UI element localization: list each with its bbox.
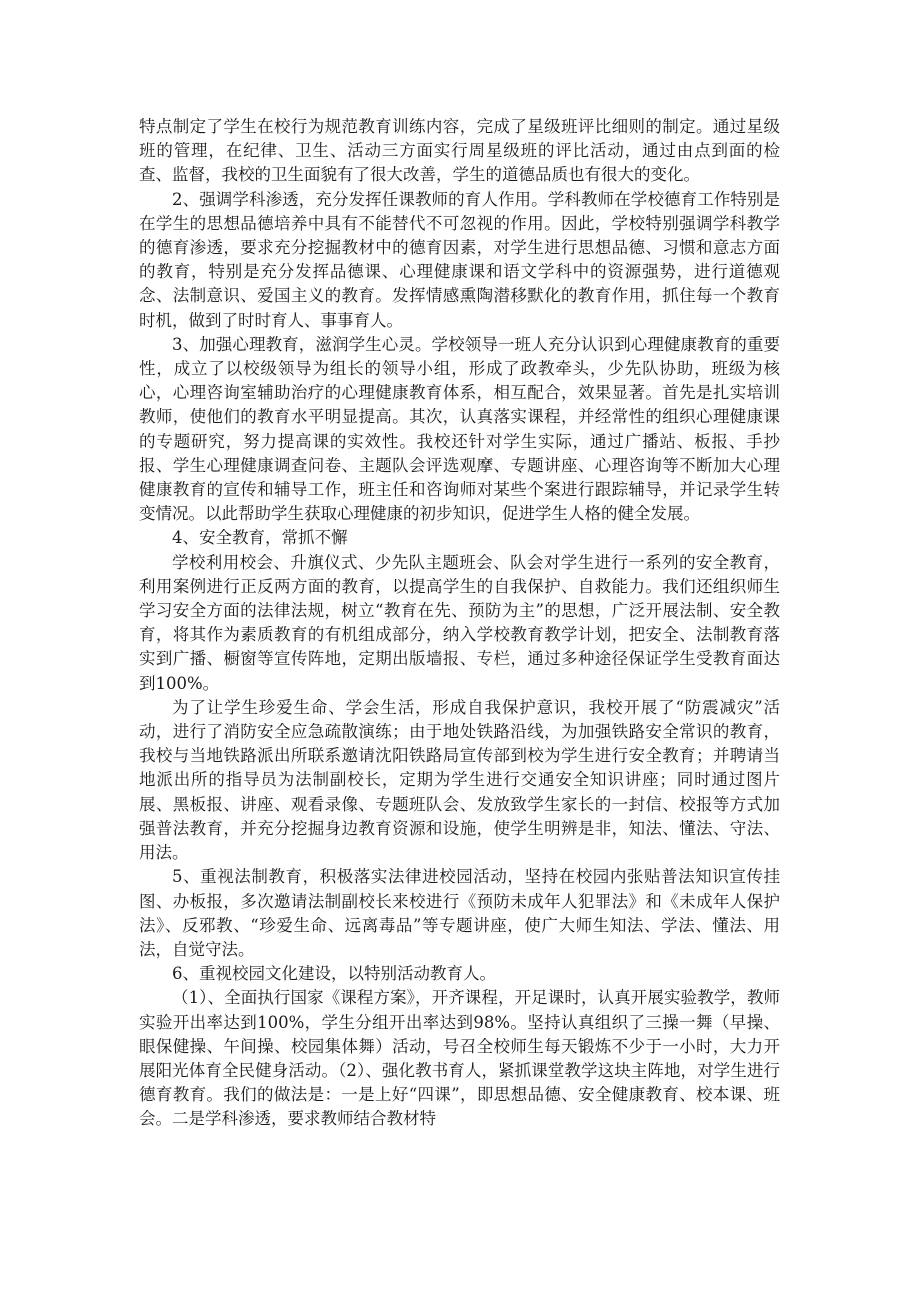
paragraph-3: 3、加强心理教育，滋润学生心灵。学校领导一班人充分认识到心理健康教育的重要性，成立了以校级领导为组长的领导小组，形成了政教牵头，少先队协助，班级为核心，心理咨询室辅助治疗的心理健康教育体系，相互配合，效果显著。首先是扎实培训教师，使他们的教育水平明显提高。其次，认真落实课程，并经常性的组织心理健康课的专题研究，努力提高课的实效性。我校还针对学生实际，通过广播站、板报、手抄报、学生心理健康调查问卷、主题队会评选观摩、专题讲座、心理咨询等不断加大心理健康教育的宣传和辅导工作，班主任和咨询师对某些个案进行跟踪辅导，并记录学生转变情况。以此帮助学生获取心理健康的初步知识，促进学生人格的健全发展。 [139,334,780,524]
document-body [139,115,780,1132]
paragraph-8-heading: 6、重视校园文化建设，以特别活动教育人。 [172,964,496,984]
paragraph-7: 5、重视法制教育，积极落实法律进校园活动，坚持在校园内张贴普法知识宣传挂图、办板报，多次邀请法制副校长来校进行《预防未成年人犯罪法》和《未成年人保护法》、反邪教、“珍爱生命、远离毒品”等专题讲座，使广大师生知法、学法、懂法、用法，自觉守法。 [139,867,780,959]
paragraph-1: 特点制定了学生在校行为规范教育训练内容，完成了星级班评比细则的制定。通过星级班的管理，在纪律、卫生、活动三方面实行周星级班的评比活动，通过由点到面的检查、监督，我校的卫生面貌有了很大改善，学生的道德品质也有很大的变化。 [139,117,780,185]
paragraph-2: 2、强调学科渗透，充分发挥任课教师的育人作用。学科教师在学校德育工作特别是在学生的思想品德培养中具有不能替代不可忽视的作用。因此，学校特别强调学科教学的德育渗透，要求充分挖掘教材中的德育因素，对学生进行思想品德、习惯和意志方面的教育，特别是充分发挥品德课、心理健康课和语文学科中的资源强势，进行道德观念、法制意识、爱国主义的教育。发挥情感熏陶潜移默化的教育作用，抓住每一个教育时机，做到了时时育人、事事育人。 [139,189,780,330]
paragraph-6: 为了让学生珍爱生命、学会生活，形成自我保护意识，我校开展了“防震减灾”活动，进行了消防安全应急疏散演练；由于地处铁路沿线，为加强铁路安全常识的教育，我校与当地铁路派出所联系邀请沈阳铁路局宣传部到校为学生进行安全教育；并聘请当地派出所的指导员为法制副校长，定期为学生进行交通安全知识讲座；同时通过图片展、黑板报、讲座、观看录像、专题班队会、发放致学生家长的一封信、校报等方式加强普法教育，并充分挖掘身边教育资源和设施，使学生明辨是非，知法、懂法、守法、用法。 [139,697,780,863]
paragraph-5: 学校利用校会、升旗仪式、少先队主题班会、队会对学生进行一系列的安全教育，利用案例进行正反两方面的教育，以提高学生的自我保护、自救能力。我们还组织师生学习安全方面的法律法规，树立“教育在先、预防为主”的思想，广泛开展法制、安全教育，将其作为素质教育的有机组成部分，纳入学校教育教学计划，把安全、法制教育落实到广播、橱窗等宣传阵地，定期出版墙报、专栏，通过多种途径保证学生受教育面达到100%。 [139,552,780,693]
paragraph-9: （1）、全面执行国家《课程方案》，开齐课程，开足课时，认真开展实验教学，教师实验开出率达到100%，学生分组开出率达到98%。坚持认真组织了三操一舞（早操、眼保健操、午间操、校园集体舞）活动，号召全校师生每天锻炼不少于一小时，大力开展阳光体育全民健身活动。（2）、强化教书育人，紧抓课堂教学这块主阵地，对学生进行德育教育。我们的做法是：一是上好“四课”，即思想品德、安全健康教育、校本课、班会。二是学科渗透，要求教师结合教材特 [139,988,780,1129]
paragraph-4-heading: 4、安全教育，常抓不懈 [172,528,348,548]
